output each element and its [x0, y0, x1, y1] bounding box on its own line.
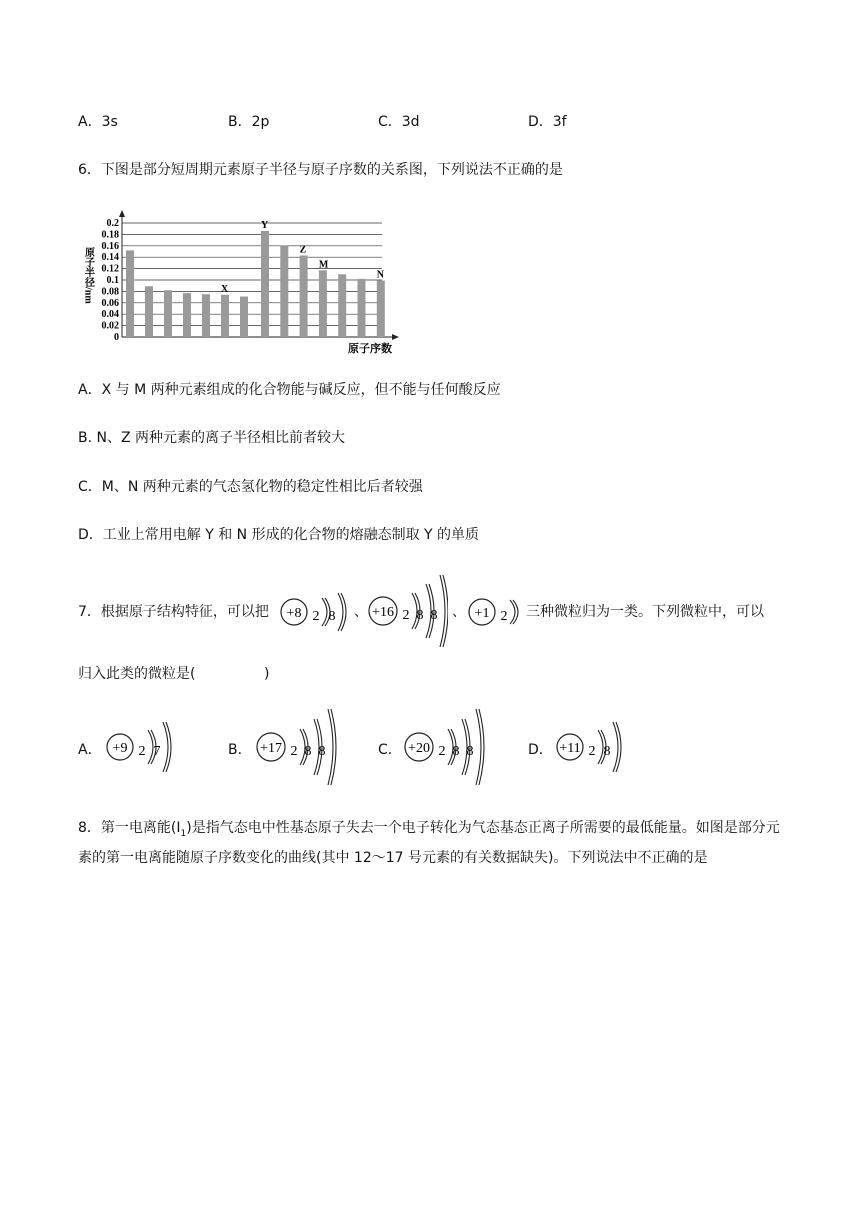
nucleus-charge: +8 — [286, 606, 302, 621]
nucleus-charge: +9 — [112, 741, 128, 756]
shell-electron-count: 2 — [290, 744, 298, 759]
shell-electron-count: 8 — [416, 608, 424, 623]
bar — [300, 255, 308, 337]
shell-electron-count: 8 — [304, 744, 312, 759]
shell-electron-count: 7 — [153, 744, 161, 759]
q7-option-b-letter: B． — [228, 742, 252, 758]
y-tick-label: 0.18 — [101, 229, 119, 241]
electron-shell-arc — [440, 575, 445, 647]
q7-option-a-letter: A． — [78, 742, 102, 758]
bar — [280, 246, 288, 337]
shell-electron-count: 2 — [138, 744, 146, 759]
q7-stem-c: 归入此类的微粒是( — [78, 666, 196, 682]
q5-option-a: A．3s — [78, 114, 118, 130]
atom-structure-option-c — [404, 704, 486, 790]
atom-structure-example-2 — [368, 572, 448, 650]
electron-shell-arc — [613, 722, 618, 772]
q6-option-b: B. N、Z 两种元素的离子半径相比前者较大 — [78, 430, 346, 446]
x-axis-label: 原子序数 — [348, 343, 392, 355]
electron-shell-arc — [328, 709, 333, 785]
bar — [202, 294, 210, 337]
bar — [377, 281, 385, 337]
atom-structure-example-1 — [280, 588, 352, 636]
electron-shell-arc — [598, 730, 603, 764]
q7-separator-2: 、 — [452, 604, 466, 620]
q5-option-d: D．3f — [528, 114, 567, 130]
q6-option-c: C．M、N 两种元素的气态氢化物的稳定性相比后者较强 — [78, 479, 423, 495]
y-tick-label: 0.16 — [101, 240, 119, 252]
y-tick-label: 0.04 — [101, 309, 119, 321]
y-tick-label: 0.06 — [101, 297, 119, 309]
electron-shell-arc — [338, 593, 343, 631]
bar — [126, 250, 134, 337]
q8-stem-part1: 8．第一电离能(I — [78, 820, 181, 836]
q7-option-c-letter: C． — [378, 742, 402, 758]
bar — [261, 231, 269, 337]
y-tick-label: 0.12 — [101, 263, 119, 275]
q7-separator-1: 、 — [354, 604, 368, 620]
q5-option-b: B．2p — [228, 114, 270, 130]
q7-option-d-letter: D． — [528, 742, 553, 758]
shell-electron-count: 2 — [500, 609, 508, 624]
shell-electron-count: 8 — [430, 608, 438, 623]
nucleus-charge: +20 — [408, 741, 430, 756]
q6-option-a: A．X 与 M 两种元素组成的化合物能与碱反应，但不能与任何酸反应 — [78, 382, 501, 398]
electron-shell-arc — [322, 598, 327, 626]
bar-label: N — [376, 269, 385, 281]
electron-shell-arc — [510, 600, 515, 624]
shell-electron-count: 2 — [438, 744, 446, 759]
shell-electron-count: 8 — [603, 744, 611, 759]
bar-label: Z — [299, 244, 307, 256]
nucleus-charge: +1 — [474, 606, 490, 621]
q8-stem-subscript: 1 — [180, 828, 187, 839]
bar — [319, 270, 327, 337]
electron-shell-arc — [476, 709, 481, 785]
shell-electron-count: 8 — [466, 744, 474, 759]
shell-electron-count: 8 — [452, 744, 460, 759]
bar-label: M — [318, 259, 329, 271]
shell-electron-count: 2 — [588, 744, 596, 759]
bar-label: X — [221, 283, 229, 295]
q6-stem: 6．下图是部分短周期元素原子半径与原子序数的关系图，下列说法不正确的是 — [78, 162, 563, 178]
nucleus-charge: +11 — [559, 741, 581, 756]
atom-structure-example-3 — [468, 592, 524, 632]
y-axis-arrow — [119, 210, 125, 217]
atom-structure-option-b — [256, 704, 338, 790]
q6-option-d: D．工业上常用电解 Y 和 N 形成的化合物的熔融态制取 Y 的单质 — [78, 527, 480, 543]
nucleus-charge: +16 — [372, 605, 394, 620]
bar — [240, 297, 248, 337]
bar — [183, 293, 191, 337]
q7-stem-b: 三种微粒归为一类。下列微粒中，可以 — [526, 604, 764, 620]
electron-shell-arc — [148, 730, 153, 764]
x-axis-arrow — [392, 334, 399, 340]
nucleus-charge: +17 — [260, 741, 282, 756]
q8-stem — [78, 816, 790, 870]
bar — [164, 290, 172, 337]
shell-electron-count: 8 — [318, 744, 326, 759]
q7-stem-d: ) — [264, 666, 270, 682]
atom-structure-option-d — [556, 712, 626, 782]
q5-option-c: C．3d — [378, 114, 420, 130]
atom-structure-option-a — [106, 714, 176, 780]
atomic-radius-chart — [82, 205, 402, 355]
y-tick-label: 0.02 — [101, 320, 119, 332]
y-tick-label: 0.1 — [106, 275, 119, 286]
q8-stem-part2: )是指气态电中性基态原子失去一个电子转化为气态基态正离子所需要的最低能量。如图是部分元素的第一电离能随原子序数变化的曲线(其中 12～17 号元素的有关数据缺失)。下列说法中不正确的是 — [78, 820, 780, 866]
shell-electron-count: 8 — [328, 609, 336, 624]
y-tick-label: 0.2 — [106, 218, 119, 229]
bar-label: Y — [261, 219, 269, 231]
shell-electron-count: 2 — [402, 608, 410, 623]
shell-electron-count: 2 — [312, 609, 320, 624]
y-tick-label: 0 — [114, 332, 119, 343]
y-tick-label: 0.08 — [101, 286, 119, 298]
bar — [338, 274, 346, 337]
y-tick-label: 0.14 — [101, 252, 119, 264]
bar — [358, 279, 366, 337]
bar — [145, 286, 153, 337]
bar — [221, 295, 229, 337]
y-axis-label: 原子半径/nm — [82, 247, 94, 304]
electron-shell-arc — [163, 722, 168, 772]
q7-stem-a: 7．根据原子结构特征，可以把 — [78, 604, 269, 620]
